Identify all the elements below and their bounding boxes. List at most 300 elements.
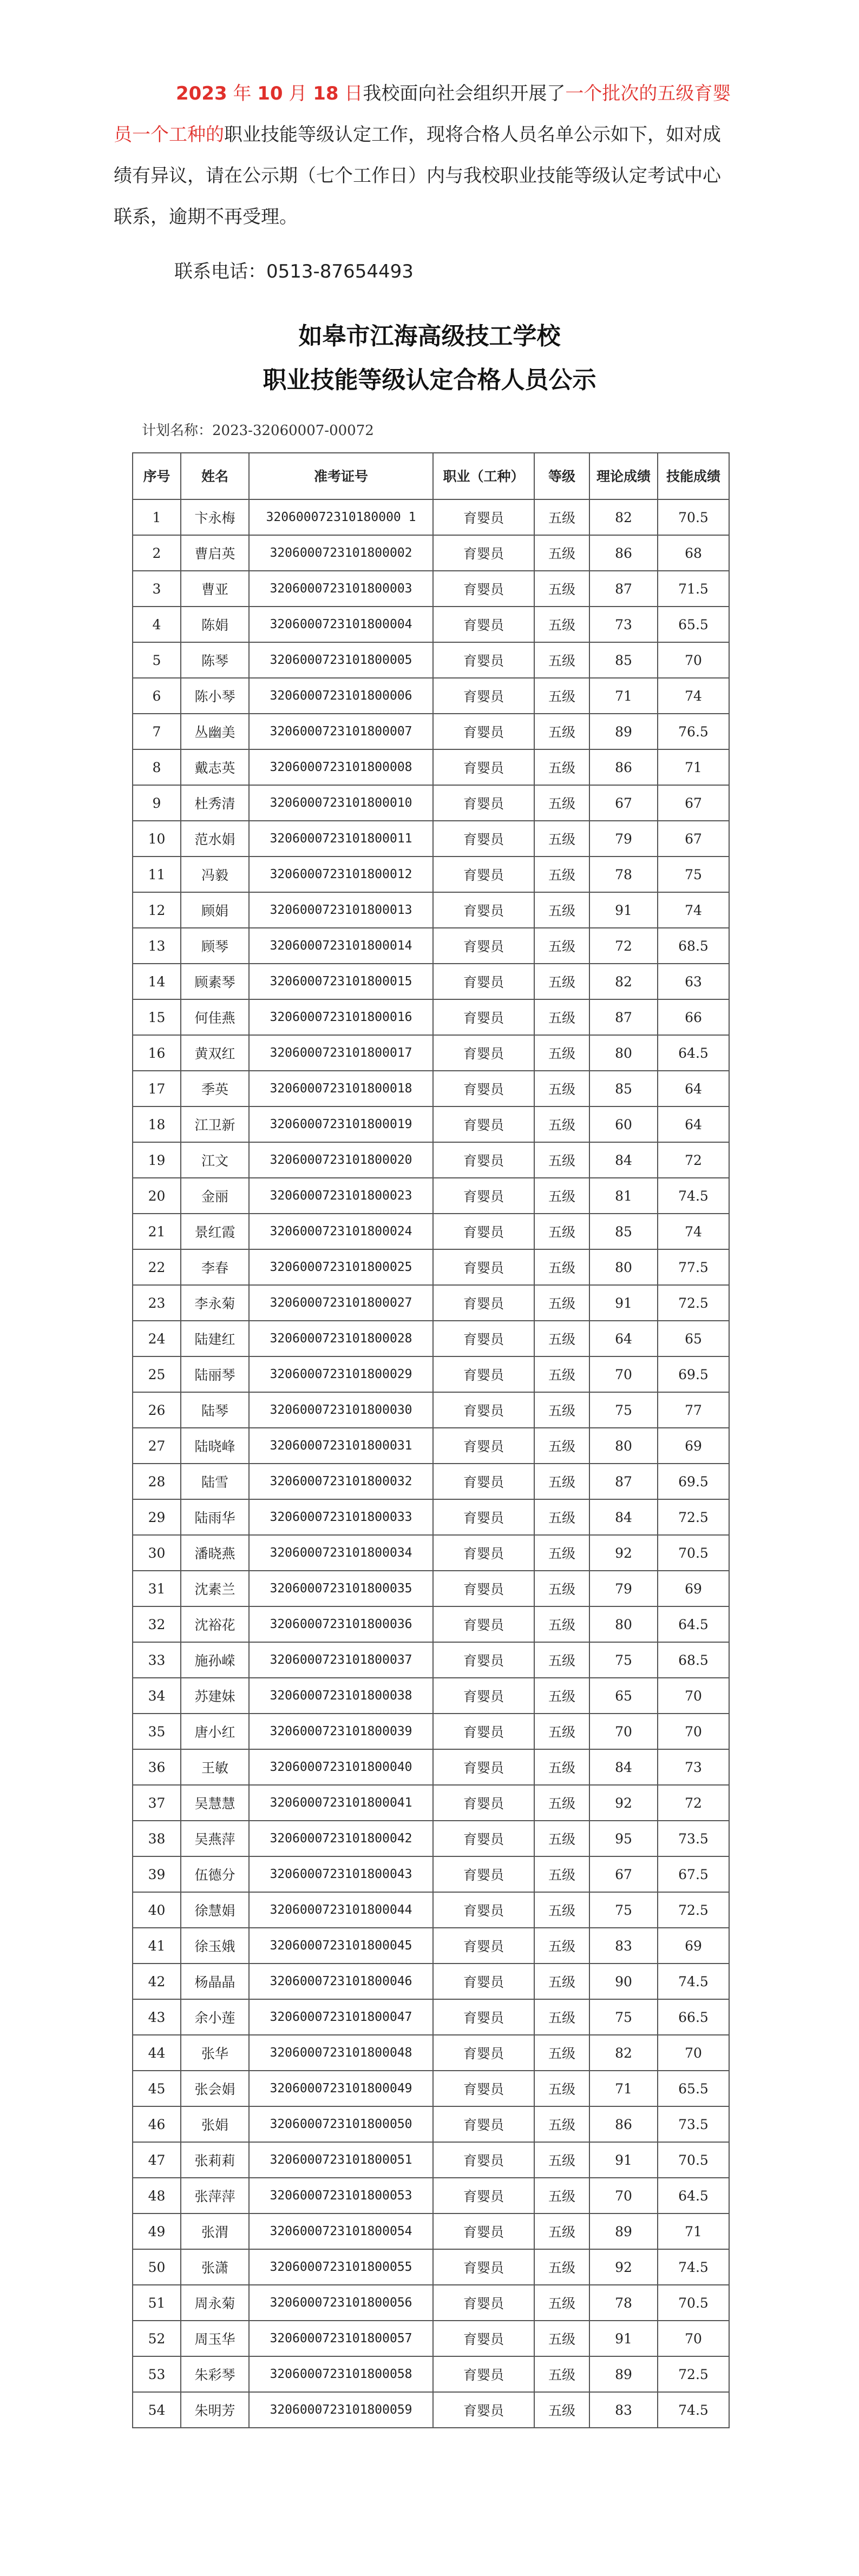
cell-skill-score: 68 bbox=[658, 535, 729, 571]
cell-theory-score: 67 bbox=[589, 785, 658, 821]
cell-cert-number: 3206000723101800024 bbox=[249, 1214, 433, 1249]
cell-job: 育婴员 bbox=[433, 749, 534, 785]
cell-seq: 27 bbox=[133, 1428, 181, 1464]
cell-level: 五级 bbox=[534, 964, 589, 999]
cell-job: 育婴员 bbox=[433, 2142, 534, 2178]
contact-line bbox=[174, 261, 414, 282]
cell-level: 五级 bbox=[534, 607, 589, 642]
cell-level: 五级 bbox=[534, 2071, 589, 2106]
cell-theory-score: 95 bbox=[589, 1821, 658, 1856]
cell-level: 五级 bbox=[534, 2035, 589, 2071]
cell-name: 朱彩琴 bbox=[181, 2356, 249, 2392]
table-row bbox=[133, 1964, 729, 1999]
cell-cert-number: 3206000723101800035 bbox=[249, 1571, 433, 1606]
cell-cert-number: 320600072310180000 1 bbox=[249, 499, 433, 535]
table-row bbox=[133, 571, 729, 607]
notice-batch-text: 一个批次的五级育婴员一个工种的 bbox=[114, 83, 731, 146]
cell-name: 陆雨华 bbox=[181, 1499, 249, 1535]
cell-theory-score: 80 bbox=[589, 1606, 658, 1642]
cell-theory-score: 71 bbox=[589, 678, 658, 714]
cell-name: 陆琴 bbox=[181, 1392, 249, 1428]
table-row bbox=[133, 1678, 729, 1714]
table-row bbox=[133, 642, 729, 678]
cell-name: 张会娟 bbox=[181, 2071, 249, 2106]
cell-name: 张潇 bbox=[181, 2249, 249, 2285]
cell-cert-number: 3206000723101800036 bbox=[249, 1606, 433, 1642]
cell-level: 五级 bbox=[534, 1071, 589, 1106]
cell-job: 育婴员 bbox=[433, 1321, 534, 1356]
table-row bbox=[133, 1392, 729, 1428]
table-row bbox=[133, 2392, 729, 2428]
table-row bbox=[133, 714, 729, 749]
cell-level: 五级 bbox=[534, 1999, 589, 2035]
cell-seq: 37 bbox=[133, 1785, 181, 1821]
cell-theory-score: 78 bbox=[589, 2285, 658, 2321]
cell-seq: 38 bbox=[133, 1821, 181, 1856]
cell-level: 五级 bbox=[534, 1749, 589, 1785]
cell-seq: 39 bbox=[133, 1856, 181, 1892]
cell-seq: 3 bbox=[133, 571, 181, 607]
cell-job: 育婴员 bbox=[433, 2321, 534, 2356]
cell-level: 五级 bbox=[534, 2392, 589, 2428]
cell-level: 五级 bbox=[534, 1178, 589, 1214]
cell-level: 五级 bbox=[534, 1392, 589, 1428]
cell-skill-score: 72 bbox=[658, 1142, 729, 1178]
cell-level: 五级 bbox=[534, 2106, 589, 2142]
table-row bbox=[133, 2321, 729, 2356]
cell-skill-score: 70 bbox=[658, 2321, 729, 2356]
cell-theory-score: 85 bbox=[589, 1071, 658, 1106]
cell-theory-score: 75 bbox=[589, 1642, 658, 1678]
table-row bbox=[133, 535, 729, 571]
cell-job: 育婴员 bbox=[433, 1714, 534, 1749]
cell-job: 育婴员 bbox=[433, 2249, 534, 2285]
cell-level: 五级 bbox=[534, 928, 589, 964]
cell-level: 五级 bbox=[534, 1428, 589, 1464]
cell-theory-score: 81 bbox=[589, 1178, 658, 1214]
cell-theory-score: 78 bbox=[589, 857, 658, 892]
cell-theory-score: 87 bbox=[589, 571, 658, 607]
cell-cert-number: 3206000723101800051 bbox=[249, 2142, 433, 2178]
cell-level: 五级 bbox=[534, 714, 589, 749]
cell-cert-number: 3206000723101800050 bbox=[249, 2106, 433, 2142]
cell-name: 周永菊 bbox=[181, 2285, 249, 2321]
cell-seq: 9 bbox=[133, 785, 181, 821]
cell-level: 五级 bbox=[534, 1035, 589, 1071]
cell-seq: 8 bbox=[133, 749, 181, 785]
cell-cert-number: 3206000723101800031 bbox=[249, 1428, 433, 1464]
cell-skill-score: 73 bbox=[658, 1749, 729, 1785]
cell-level: 五级 bbox=[534, 2249, 589, 2285]
cell-level: 五级 bbox=[534, 1856, 589, 1892]
table-row bbox=[133, 1142, 729, 1178]
cell-skill-score: 77.5 bbox=[658, 1249, 729, 1285]
cell-seq: 5 bbox=[133, 642, 181, 678]
cell-name: 徐慧娟 bbox=[181, 1892, 249, 1928]
cell-cert-number: 3206000723101800020 bbox=[249, 1142, 433, 1178]
cell-level: 五级 bbox=[534, 2142, 589, 2178]
cell-skill-score: 63 bbox=[658, 964, 729, 999]
table-row bbox=[133, 857, 729, 892]
cell-seq: 26 bbox=[133, 1392, 181, 1428]
cell-job: 育婴员 bbox=[433, 1606, 534, 1642]
cell-cert-number: 3206000723101800030 bbox=[249, 1392, 433, 1428]
cell-cert-number: 3206000723101800004 bbox=[249, 607, 433, 642]
cell-skill-score: 64.5 bbox=[658, 2178, 729, 2213]
cell-level: 五级 bbox=[534, 1606, 589, 1642]
table-row bbox=[133, 2356, 729, 2392]
table-row bbox=[133, 749, 729, 785]
table-row bbox=[133, 678, 729, 714]
cell-job: 育婴员 bbox=[433, 678, 534, 714]
cell-cert-number: 3206000723101800049 bbox=[249, 2071, 433, 2106]
cell-job: 育婴员 bbox=[433, 1499, 534, 1535]
cell-skill-score: 64.5 bbox=[658, 1606, 729, 1642]
cell-skill-score: 64 bbox=[658, 1106, 729, 1142]
cell-seq: 22 bbox=[133, 1249, 181, 1285]
cell-job: 育婴员 bbox=[433, 1142, 534, 1178]
cell-level: 五级 bbox=[534, 1285, 589, 1321]
cell-cert-number: 3206000723101800055 bbox=[249, 2249, 433, 2285]
cell-level: 五级 bbox=[534, 785, 589, 821]
cell-job: 育婴员 bbox=[433, 2178, 534, 2213]
table-row bbox=[133, 821, 729, 857]
cell-name: 陆建红 bbox=[181, 1321, 249, 1356]
header-name: 姓名 bbox=[181, 453, 249, 499]
cell-theory-score: 86 bbox=[589, 535, 658, 571]
table-row bbox=[133, 1785, 729, 1821]
table-row bbox=[133, 1856, 729, 1892]
cell-seq: 19 bbox=[133, 1142, 181, 1178]
cell-seq: 45 bbox=[133, 2071, 181, 2106]
cell-cert-number: 3206000723101800019 bbox=[249, 1106, 433, 1142]
cell-name: 杜秀清 bbox=[181, 785, 249, 821]
cell-theory-score: 86 bbox=[589, 2106, 658, 2142]
cell-seq: 21 bbox=[133, 1214, 181, 1249]
cell-cert-number: 3206000723101800002 bbox=[249, 535, 433, 571]
cell-cert-number: 3206000723101800027 bbox=[249, 1285, 433, 1321]
notice-date-sep2: 月 bbox=[283, 83, 313, 104]
cell-seq: 11 bbox=[133, 857, 181, 892]
cell-name: 景红霞 bbox=[181, 1214, 249, 1249]
cell-seq: 28 bbox=[133, 1464, 181, 1499]
table-row bbox=[133, 2106, 729, 2142]
cell-theory-score: 84 bbox=[589, 1749, 658, 1785]
cell-job: 育婴员 bbox=[433, 714, 534, 749]
cell-cert-number: 3206000723101800044 bbox=[249, 1892, 433, 1928]
cell-seq: 6 bbox=[133, 678, 181, 714]
cell-seq: 13 bbox=[133, 928, 181, 964]
cell-job: 育婴员 bbox=[433, 1571, 534, 1606]
cell-skill-score: 72.5 bbox=[658, 2356, 729, 2392]
cell-theory-score: 82 bbox=[589, 964, 658, 999]
cell-job: 育婴员 bbox=[433, 1214, 534, 1249]
cell-name: 陈琴 bbox=[181, 642, 249, 678]
table-row bbox=[133, 1249, 729, 1285]
cell-theory-score: 73 bbox=[589, 607, 658, 642]
cell-job: 育婴员 bbox=[433, 2035, 534, 2071]
cell-skill-score: 74 bbox=[658, 1214, 729, 1249]
cell-skill-score: 74.5 bbox=[658, 1964, 729, 1999]
cell-job: 育婴员 bbox=[433, 2392, 534, 2428]
cell-theory-score: 80 bbox=[589, 1035, 658, 1071]
cell-name: 吴燕萍 bbox=[181, 1821, 249, 1856]
cell-job: 育婴员 bbox=[433, 999, 534, 1035]
cell-level: 五级 bbox=[534, 642, 589, 678]
cell-level: 五级 bbox=[534, 1106, 589, 1142]
cell-job: 育婴员 bbox=[433, 821, 534, 857]
cell-job: 育婴员 bbox=[433, 857, 534, 892]
cell-theory-score: 87 bbox=[589, 999, 658, 1035]
cell-theory-score: 75 bbox=[589, 1999, 658, 2035]
notice-date-month: 10 bbox=[257, 83, 283, 104]
notice-date-sep3: 日 bbox=[338, 83, 363, 104]
cell-job: 育婴员 bbox=[433, 1356, 534, 1392]
cell-cert-number: 3206000723101800018 bbox=[249, 1071, 433, 1106]
cell-seq: 2 bbox=[133, 535, 181, 571]
cell-theory-score: 67 bbox=[589, 1856, 658, 1892]
cell-name: 范水娟 bbox=[181, 821, 249, 857]
cell-name: 伍德分 bbox=[181, 1856, 249, 1892]
cell-job: 育婴员 bbox=[433, 1928, 534, 1964]
cell-level: 五级 bbox=[534, 1571, 589, 1606]
cell-level: 五级 bbox=[534, 821, 589, 857]
cell-name: 顾琴 bbox=[181, 928, 249, 964]
cell-name: 李永菊 bbox=[181, 1285, 249, 1321]
cell-seq: 48 bbox=[133, 2178, 181, 2213]
cell-seq: 10 bbox=[133, 821, 181, 857]
cell-cert-number: 3206000723101800013 bbox=[249, 892, 433, 928]
cell-cert-number: 3206000723101800011 bbox=[249, 821, 433, 857]
cell-cert-number: 3206000723101800037 bbox=[249, 1642, 433, 1678]
table-row bbox=[133, 1428, 729, 1464]
cell-level: 五级 bbox=[534, 1535, 589, 1571]
cell-level: 五级 bbox=[534, 1678, 589, 1714]
page-title-notice: 职业技能等级认定合格人员公示 bbox=[263, 366, 596, 394]
cell-cert-number: 3206000723101800029 bbox=[249, 1356, 433, 1392]
cell-theory-score: 92 bbox=[589, 2249, 658, 2285]
cell-skill-score: 69.5 bbox=[658, 1356, 729, 1392]
cell-name: 卞永梅 bbox=[181, 499, 249, 535]
header-seq: 序号 bbox=[133, 453, 181, 499]
cell-seq: 7 bbox=[133, 714, 181, 749]
cell-name: 金丽 bbox=[181, 1178, 249, 1214]
cell-skill-score: 69 bbox=[658, 1928, 729, 1964]
cell-level: 五级 bbox=[534, 1821, 589, 1856]
cell-skill-score: 73.5 bbox=[658, 1821, 729, 1856]
cell-name: 李春 bbox=[181, 1249, 249, 1285]
cell-cert-number: 3206000723101800012 bbox=[249, 857, 433, 892]
cell-seq: 4 bbox=[133, 607, 181, 642]
cell-skill-score: 68.5 bbox=[658, 928, 729, 964]
cell-cert-number: 3206000723101800023 bbox=[249, 1178, 433, 1214]
table-row bbox=[133, 1035, 729, 1071]
roster-table bbox=[132, 452, 730, 2428]
cell-cert-number: 3206000723101800042 bbox=[249, 1821, 433, 1856]
header-theory-score: 理论成绩 bbox=[589, 453, 658, 499]
cell-skill-score: 70 bbox=[658, 1678, 729, 1714]
table-row bbox=[133, 2142, 729, 2178]
cell-job: 育婴员 bbox=[433, 2285, 534, 2321]
cell-skill-score: 71 bbox=[658, 749, 729, 785]
cell-name: 江文 bbox=[181, 1142, 249, 1178]
table-row bbox=[133, 2249, 729, 2285]
cell-name: 顾素琴 bbox=[181, 964, 249, 999]
cell-level: 五级 bbox=[534, 1214, 589, 1249]
header-job: 职业（工种） bbox=[433, 453, 534, 499]
cell-cert-number: 3206000723101800034 bbox=[249, 1535, 433, 1571]
cell-cert-number: 3206000723101800016 bbox=[249, 999, 433, 1035]
table-row bbox=[133, 1464, 729, 1499]
cell-level: 五级 bbox=[534, 1321, 589, 1356]
cell-cert-number: 3206000723101800008 bbox=[249, 749, 433, 785]
cell-theory-score: 84 bbox=[589, 1499, 658, 1535]
cell-seq: 33 bbox=[133, 1642, 181, 1678]
cell-seq: 50 bbox=[133, 2249, 181, 2285]
cell-skill-score: 66.5 bbox=[658, 1999, 729, 2035]
cell-seq: 36 bbox=[133, 1749, 181, 1785]
cell-cert-number: 3206000723101800033 bbox=[249, 1499, 433, 1535]
cell-cert-number: 3206000723101800039 bbox=[249, 1714, 433, 1749]
cell-cert-number: 3206000723101800056 bbox=[249, 2285, 433, 2321]
cell-theory-score: 65 bbox=[589, 1678, 658, 1714]
cell-job: 育婴员 bbox=[433, 2356, 534, 2392]
cell-seq: 32 bbox=[133, 1606, 181, 1642]
cell-skill-score: 67 bbox=[658, 785, 729, 821]
table-row bbox=[133, 2035, 729, 2071]
cell-level: 五级 bbox=[534, 1892, 589, 1928]
cell-job: 育婴员 bbox=[433, 892, 534, 928]
header-skill-score: 技能成绩 bbox=[658, 453, 729, 499]
cell-seq: 40 bbox=[133, 1892, 181, 1928]
cell-theory-score: 79 bbox=[589, 1571, 658, 1606]
cell-cert-number: 3206000723101800010 bbox=[249, 785, 433, 821]
cell-skill-score: 65.5 bbox=[658, 607, 729, 642]
cell-cert-number: 3206000723101800038 bbox=[249, 1678, 433, 1714]
cell-seq: 35 bbox=[133, 1714, 181, 1749]
cell-seq: 17 bbox=[133, 1071, 181, 1106]
cell-skill-score: 74 bbox=[658, 678, 729, 714]
cell-cert-number: 3206000723101800058 bbox=[249, 2356, 433, 2392]
cell-theory-score: 82 bbox=[589, 499, 658, 535]
cell-theory-score: 91 bbox=[589, 892, 658, 928]
table-row bbox=[133, 1535, 729, 1571]
cell-seq: 15 bbox=[133, 999, 181, 1035]
cell-name: 丛幽美 bbox=[181, 714, 249, 749]
cell-level: 五级 bbox=[534, 1464, 589, 1499]
cell-skill-score: 70 bbox=[658, 2035, 729, 2071]
cell-level: 五级 bbox=[534, 1356, 589, 1392]
cell-seq: 44 bbox=[133, 2035, 181, 2071]
cell-seq: 30 bbox=[133, 1535, 181, 1571]
cell-cert-number: 3206000723101800025 bbox=[249, 1249, 433, 1285]
cell-name: 唐小红 bbox=[181, 1714, 249, 1749]
cell-job: 育婴员 bbox=[433, 928, 534, 964]
table-row bbox=[133, 964, 729, 999]
cell-cert-number: 3206000723101800041 bbox=[249, 1785, 433, 1821]
cell-job: 育婴员 bbox=[433, 1892, 534, 1928]
cell-name: 陈小琴 bbox=[181, 678, 249, 714]
cell-level: 五级 bbox=[534, 2178, 589, 2213]
table-row bbox=[133, 1106, 729, 1142]
cell-job: 育婴员 bbox=[433, 1749, 534, 1785]
cell-cert-number: 3206000723101800046 bbox=[249, 1964, 433, 1999]
cell-skill-score: 77 bbox=[658, 1392, 729, 1428]
table-row bbox=[133, 2285, 729, 2321]
cell-name: 陆晓峰 bbox=[181, 1428, 249, 1464]
cell-level: 五级 bbox=[534, 892, 589, 928]
cell-level: 五级 bbox=[534, 1142, 589, 1178]
cell-cert-number: 3206000723101800040 bbox=[249, 1749, 433, 1785]
table-row bbox=[133, 1749, 729, 1785]
cell-skill-score: 67.5 bbox=[658, 1856, 729, 1892]
table-row bbox=[133, 2213, 729, 2249]
cell-name: 周玉华 bbox=[181, 2321, 249, 2356]
cell-skill-score: 70 bbox=[658, 1714, 729, 1749]
table-row bbox=[133, 999, 729, 1035]
cell-skill-score: 69 bbox=[658, 1571, 729, 1606]
cell-level: 五级 bbox=[534, 749, 589, 785]
cell-cert-number: 3206000723101800048 bbox=[249, 2035, 433, 2071]
cell-skill-score: 67 bbox=[658, 821, 729, 857]
cell-name: 余小莲 bbox=[181, 1999, 249, 2035]
cell-theory-score: 70 bbox=[589, 1714, 658, 1749]
cell-theory-score: 90 bbox=[589, 1964, 658, 1999]
cell-theory-score: 83 bbox=[589, 1928, 658, 1964]
cell-theory-score: 86 bbox=[589, 749, 658, 785]
cell-name: 徐玉娥 bbox=[181, 1928, 249, 1964]
cell-job: 育婴员 bbox=[433, 2071, 534, 2106]
cell-cert-number: 3206000723101800003 bbox=[249, 571, 433, 607]
cell-name: 顾娟 bbox=[181, 892, 249, 928]
cell-theory-score: 60 bbox=[589, 1106, 658, 1142]
notice-text-2: 职业技能等级认定工作，现将合格人员名单公示如下，如对成绩有异议，请在公示期（七个工作日）内与我校职业技能等级认定考试中心联系，逾期不再受理。 bbox=[114, 124, 721, 228]
cell-level: 五级 bbox=[534, 2213, 589, 2249]
cell-theory-score: 82 bbox=[589, 2035, 658, 2071]
cell-cert-number: 3206000723101800053 bbox=[249, 2178, 433, 2213]
table-row bbox=[133, 1821, 729, 1856]
cell-level: 五级 bbox=[534, 1785, 589, 1821]
cell-seq: 31 bbox=[133, 1571, 181, 1606]
cell-name: 吴慧慧 bbox=[181, 1785, 249, 1821]
cell-seq: 46 bbox=[133, 2106, 181, 2142]
table-row bbox=[133, 499, 729, 535]
cell-seq: 34 bbox=[133, 1678, 181, 1714]
table-row bbox=[133, 1285, 729, 1321]
cell-level: 五级 bbox=[534, 1249, 589, 1285]
cell-name: 施孙嵘 bbox=[181, 1642, 249, 1678]
cell-theory-score: 89 bbox=[589, 2356, 658, 2392]
cell-seq: 41 bbox=[133, 1928, 181, 1964]
cell-skill-score: 74.5 bbox=[658, 1178, 729, 1214]
cell-theory-score: 80 bbox=[589, 1428, 658, 1464]
plan-name: 计划名称：2023-32060007-00072 bbox=[142, 423, 374, 439]
cell-name: 张渭 bbox=[181, 2213, 249, 2249]
cell-cert-number: 3206000723101800017 bbox=[249, 1035, 433, 1071]
notice-date-year: 2023 bbox=[176, 83, 227, 104]
notice-date-day: 18 bbox=[313, 83, 339, 104]
cell-theory-score: 92 bbox=[589, 1535, 658, 1571]
table-row bbox=[133, 1606, 729, 1642]
cell-job: 育婴员 bbox=[433, 642, 534, 678]
cell-level: 五级 bbox=[534, 1499, 589, 1535]
cell-job: 育婴员 bbox=[433, 1999, 534, 2035]
cell-name: 王敏 bbox=[181, 1749, 249, 1785]
table-row bbox=[133, 1321, 729, 1356]
cell-theory-score: 91 bbox=[589, 1285, 658, 1321]
cell-skill-score: 64 bbox=[658, 1071, 729, 1106]
cell-job: 育婴员 bbox=[433, 1249, 534, 1285]
